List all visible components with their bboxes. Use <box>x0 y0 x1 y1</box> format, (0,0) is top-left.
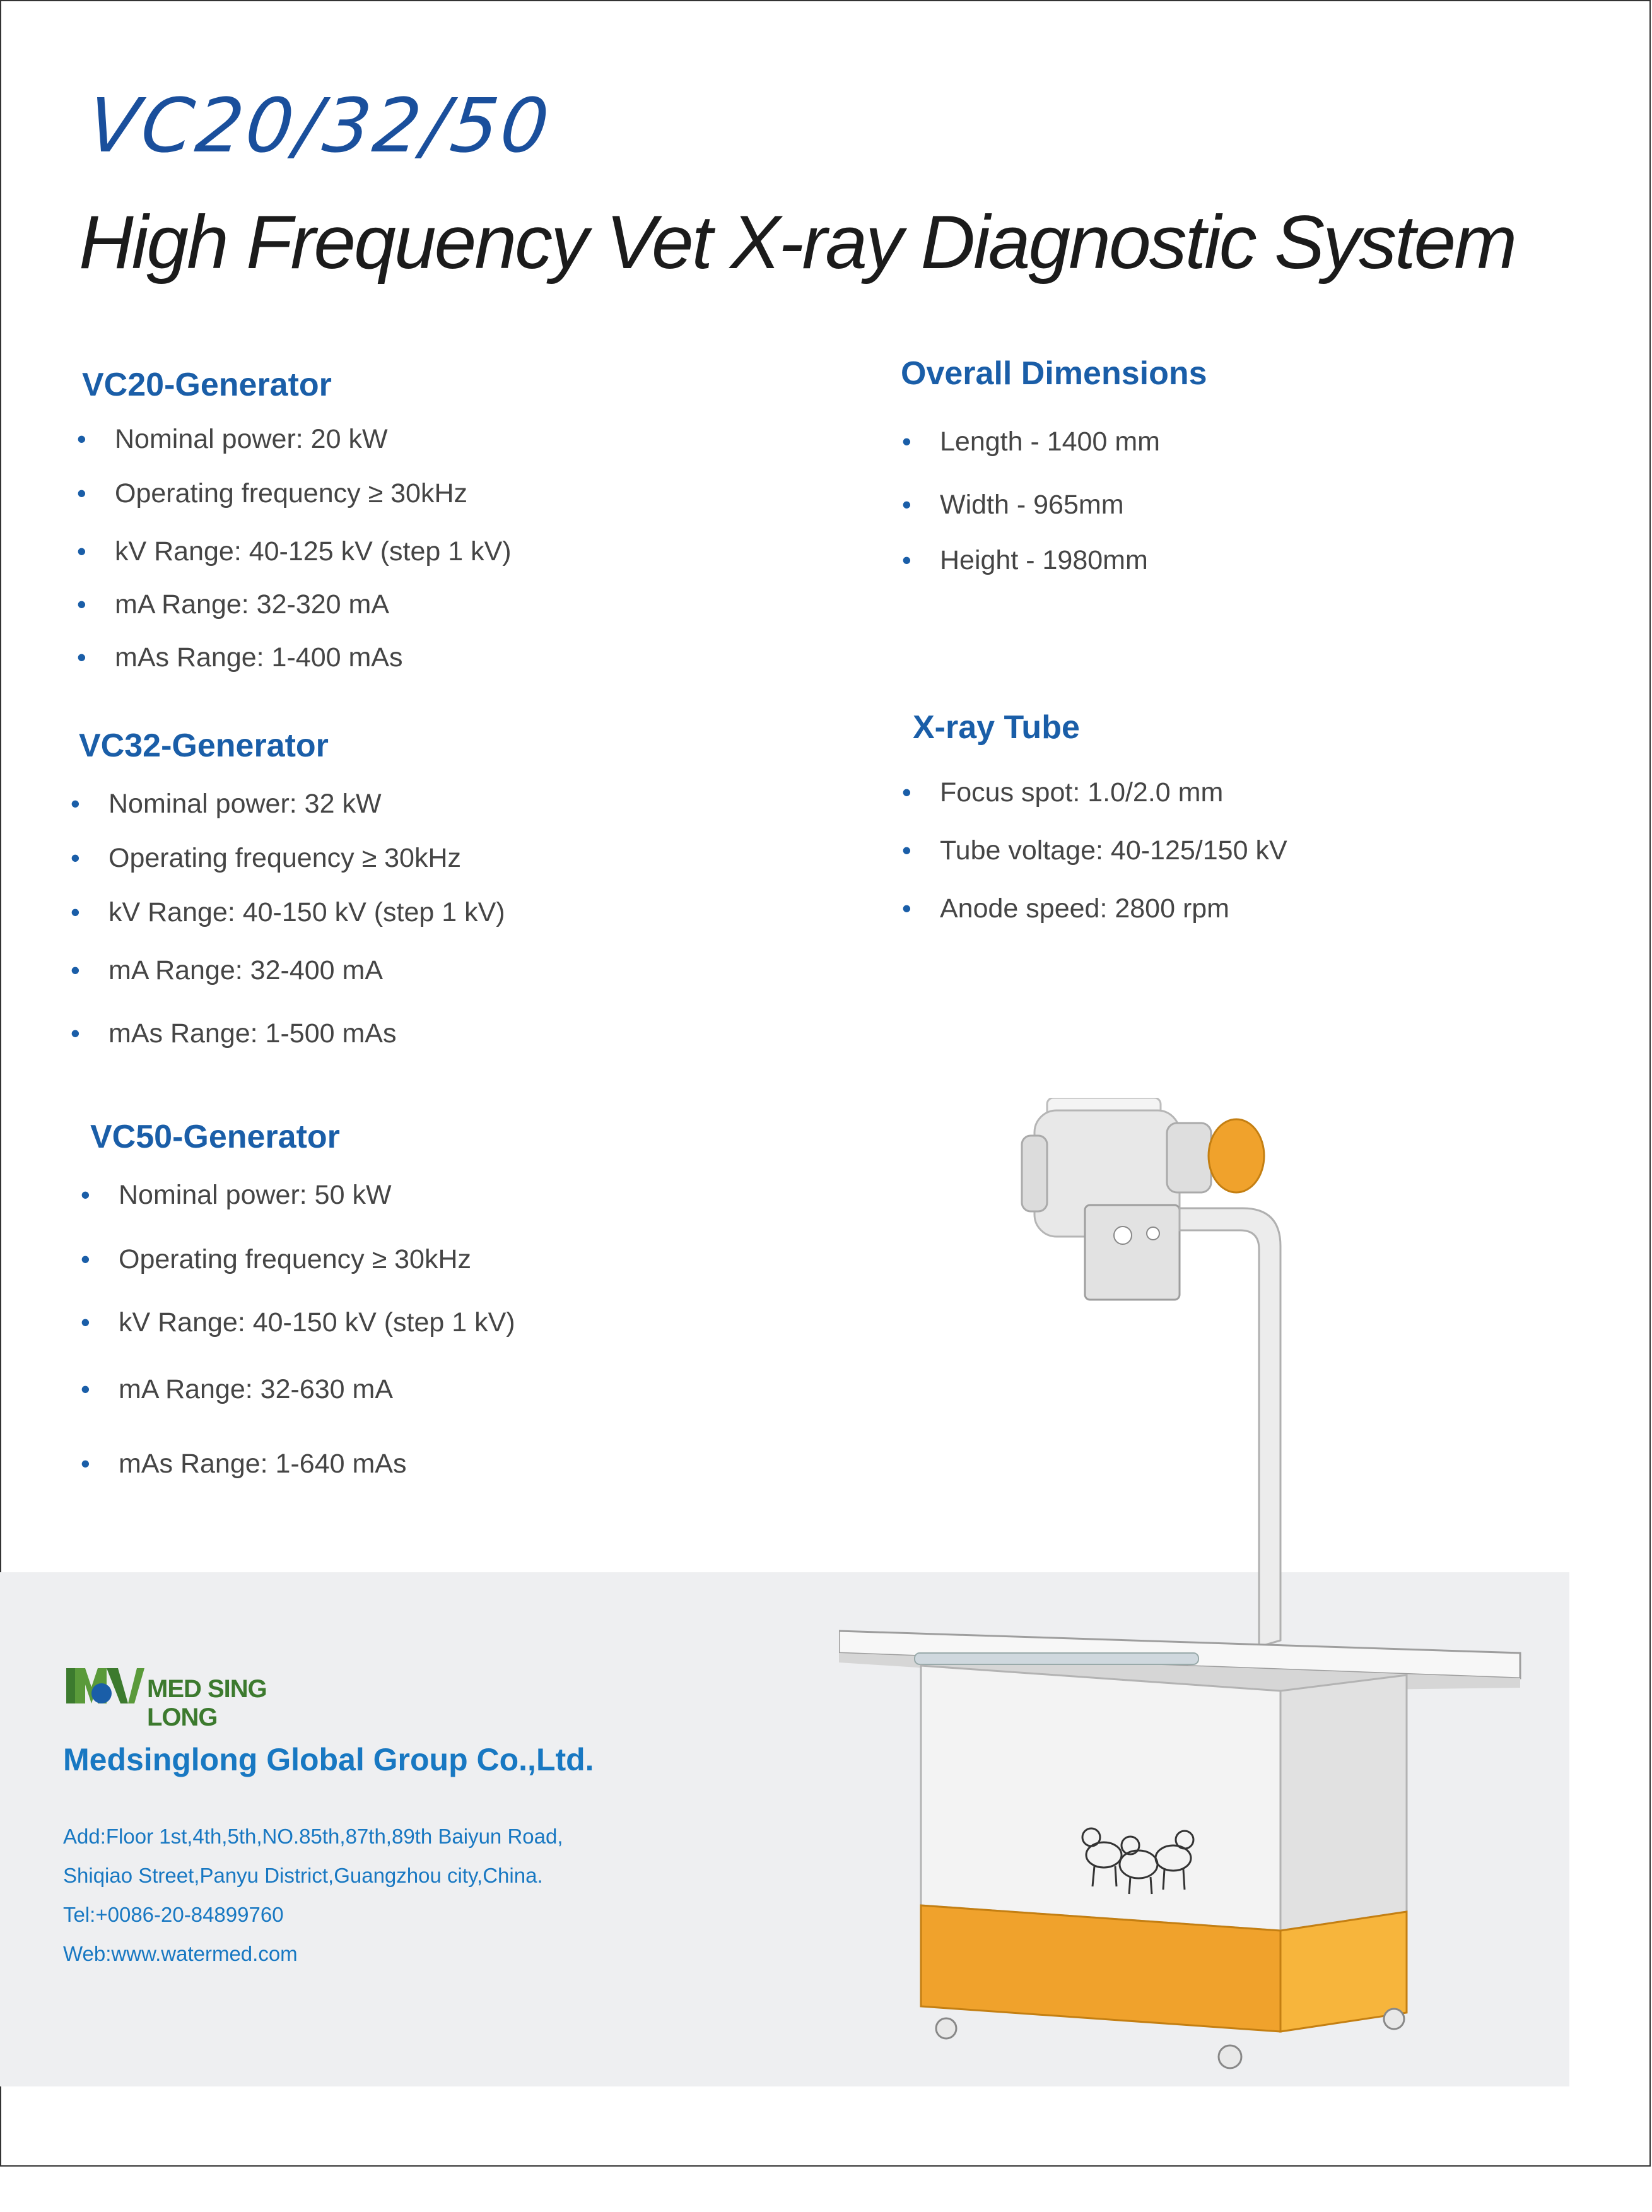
brand-name: MED SING LONG <box>147 1675 267 1731</box>
xray-tube-spec-list <box>902 775 1287 926</box>
company-logo <box>66 1666 331 1731</box>
spec-item: • Width - 965mm <box>902 487 1160 522</box>
spec-item: • kV Range: 40-125 kV (step 1 kV) <box>77 534 512 569</box>
spec-item: • Nominal power: 50 kW <box>81 1177 515 1213</box>
spec-item: • Focus spot: 1.0/2.0 mm <box>902 775 1287 810</box>
company-name: Medsinglong Global Group Co.,Ltd. <box>63 1742 594 1777</box>
spec-item: • Operating frequency ≥ 30kHz <box>77 476 512 511</box>
dimensions-heading: Overall Dimensions <box>901 355 1207 392</box>
spec-item: • Anode speed: 2800 rpm <box>902 891 1287 926</box>
spec-item: • Operating frequency ≥ 30kHz <box>71 840 505 876</box>
spec-item: • mAs Range: 1-500 mAs <box>71 1016 505 1051</box>
address-line-2: Shiqiao Street,Panyu District,Guangzhou city,China. <box>63 1864 543 1887</box>
telephone: Tel:+0086-20-84899760 <box>63 1903 284 1926</box>
contact-block <box>63 1817 563 1974</box>
spec-item: • Height - 1980mm <box>902 543 1160 578</box>
spec-item: • mAs Range: 1-640 mAs <box>81 1446 515 1481</box>
vc32-heading: VC32-Generator <box>79 727 329 764</box>
page-title: High Frequency Vet X-ray Diagnostic System <box>79 200 1516 285</box>
spec-item: • kV Range: 40-150 kV (step 1 kV) <box>71 895 505 930</box>
address-line-1: Add:Floor 1st,4th,5th,NO.85th,87th,89th Baiyun Road, <box>63 1825 563 1848</box>
spec-item: • Nominal power: 32 kW <box>71 786 505 821</box>
spec-item: • mA Range: 32-630 mA <box>81 1372 515 1407</box>
spec-item: • Nominal power: 20 kW <box>77 421 512 457</box>
spec-item: • mA Range: 32-320 mA <box>77 587 512 622</box>
model-number: VC20/32/50 <box>83 82 556 169</box>
spec-item: • mAs Range: 1-400 mAs <box>77 640 512 675</box>
vc50-heading: VC50-Generator <box>90 1119 340 1155</box>
dimensions-spec-list <box>902 424 1160 578</box>
vc50-spec-list <box>81 1177 515 1481</box>
spec-item: • kV Range: 40-150 kV (step 1 kV) <box>81 1305 515 1340</box>
vc20-heading: VC20-Generator <box>82 367 332 403</box>
website: Web:www.watermed.com <box>63 1942 298 1965</box>
logo-mark-icon <box>66 1666 144 1709</box>
xray-machine-image <box>839 1098 1545 2082</box>
vc20-spec-list <box>77 421 512 675</box>
vc32-spec-list <box>71 786 505 1051</box>
spec-item: • mA Range: 32-400 mA <box>71 953 505 988</box>
spec-item: • Tube voltage: 40-125/150 kV <box>902 833 1287 868</box>
spec-item: • Length - 1400 mm <box>902 424 1160 459</box>
xray-tube-heading: X-ray Tube <box>913 709 1080 746</box>
spec-item: • Operating frequency ≥ 30kHz <box>81 1242 515 1277</box>
